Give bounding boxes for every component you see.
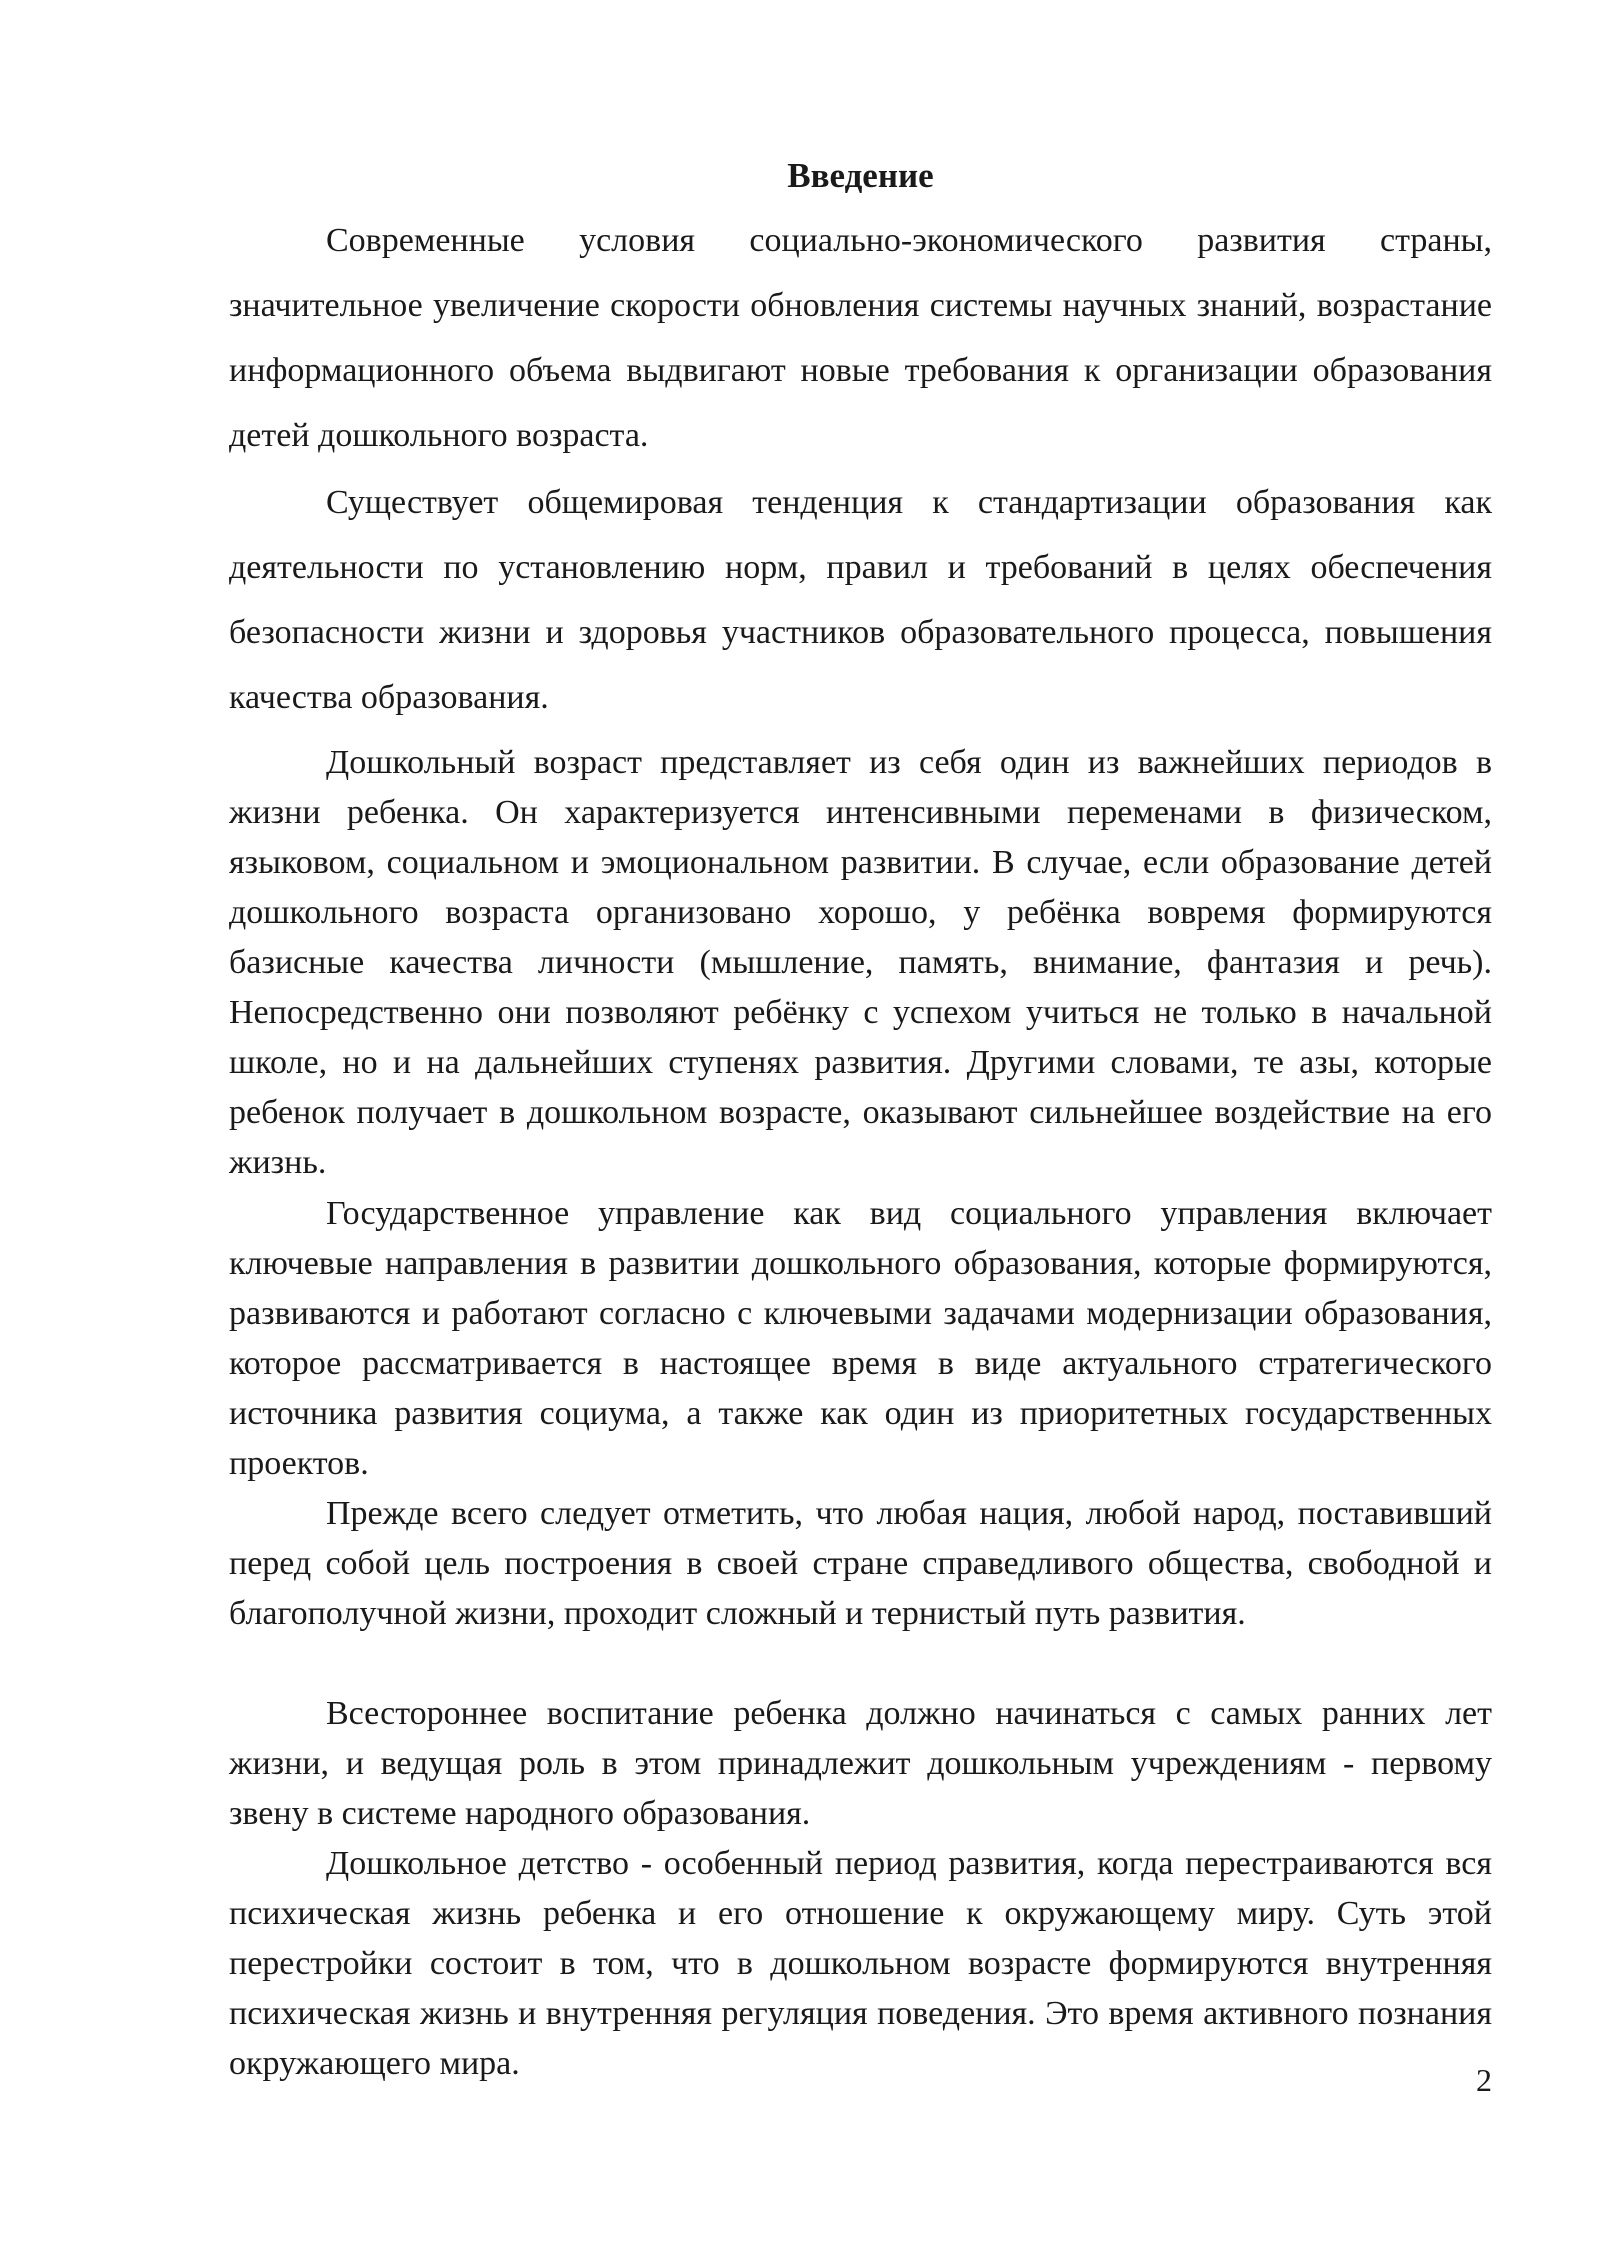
paragraph-6: Всестороннее воспитание ребенка должно начинаться с самых ранних лет жизни, и ведущая роль в этом принадлежит дошкольным учреждениям - первому звену в системе народного образования. bbox=[229, 1695, 1492, 1832]
page-number: 2 bbox=[1476, 2062, 1492, 2098]
page-title: Введение bbox=[787, 156, 934, 195]
paragraph-5: Прежде всего следует отметить, что любая нация, любой народ, поставивший перед собой цель построения в своей стране справедливого общества, свободной и благополучной жизни, проходит сложный и тернистый путь развития. bbox=[229, 1495, 1492, 1632]
paragraph-1: Современные условия социально-экономического развития страны, значительное увеличение скорости обновления системы научных знаний, возрастание информационного объема выдвигают новые требования к организации образования детей дошкольного возраста. bbox=[229, 222, 1492, 454]
paragraph-2: Существует общемировая тенденция к стандартизации образования как деятельности по установлению норм, правил и требований в целях обеспечения безопасности жизни и здоровья участников образовательного процесса, повышения качества образования. bbox=[229, 484, 1492, 716]
paragraph-3: Дошкольный возраст представляет из себя один из важнейших периодов в жизни ребенка. Он характеризуется интенсивными переменами в физическом, языковом, социальном и эмоциональном развитии. В случае, если образование детей дошкольного возраста организовано хорошо, у ребёнка вовремя формируются базисные качества личности (мышление, память, внимание, фантазия и речь). Непосредственно они позволяют ребёнку с успехом учиться не только в начальной школе, но и на дальнейших ступенях развития. Другими словами, те азы, которые ребенок получает в дошкольном возрасте, оказывают сильнейшее воздействие на его жизнь. bbox=[229, 744, 1492, 1181]
paragraph-7: Дошкольное детство - особенный период развития, когда перестраиваются вся психическая жизнь ребенка и его отношение к окружающему миру. Суть этой перестройки состоит в том, что в дошкольном возрасте формируются внутренняя психическая жизнь и внутренняя регуляция поведения. Это время активного познания окружающего мира. bbox=[229, 1845, 1492, 2082]
paragraph-4: Государственное управление как вид социального управления включает ключевые направления в развитии дошкольного образования, которые формируются, развиваются и работают согласно с ключевыми задачами модернизации образования, которое рассматривается в настоящее время в виде актуального стратегического источника развития социума, а также как один из приоритетных государственных проектов. bbox=[229, 1195, 1492, 1482]
